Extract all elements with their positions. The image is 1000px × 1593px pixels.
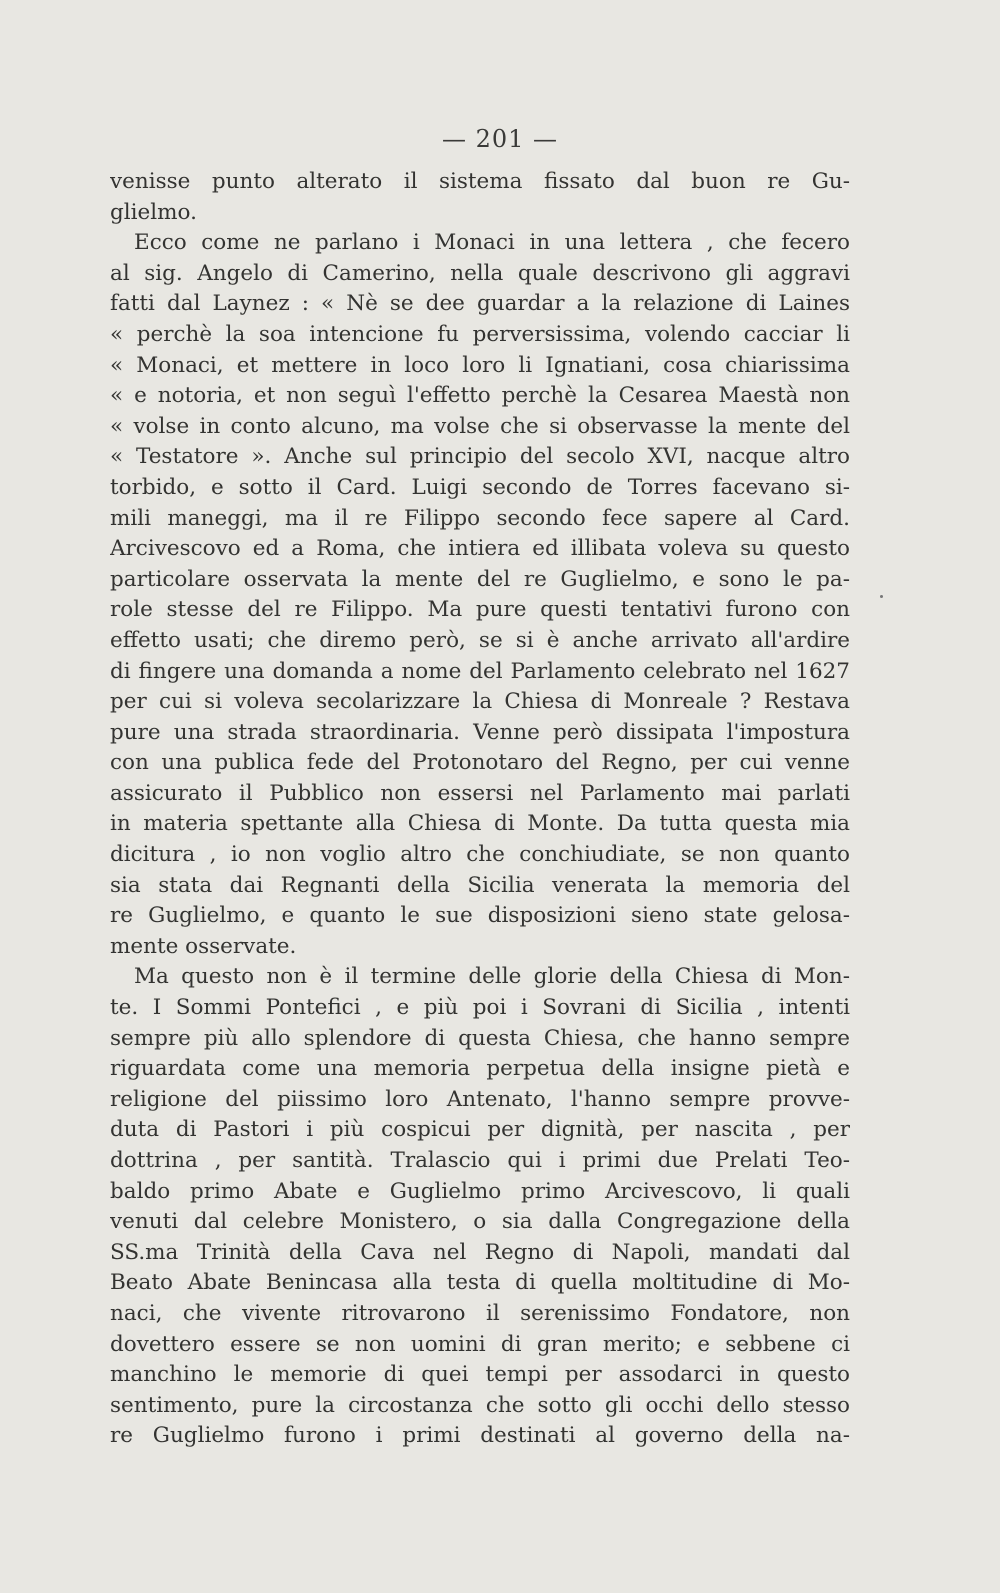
text-line: pure una strada straordinaria. Venne però dissipata l'impostura [110,719,850,745]
text-line: re Guglielmo furono i primi destinati al governo della na- [110,1423,850,1449]
text-line: effetto usati; che diremo però, se si è anche arrivato all'ardire [110,627,850,653]
text-line: « Monaci, et mettere in loco loro li Ignatiani, cosa chiarissima [110,352,850,378]
text-line: Arcivescovo ed a Roma, che intiera ed illibata voleva su questo [110,536,850,562]
text-line: in materia spettante alla Chiesa di Monte. Da tutta questa mia [110,811,850,837]
text-line: Beato Abate Benincasa alla testa di quella moltitudine di Mo- [110,1270,850,1296]
text-line: per cui si voleva secolarizzare la Chiesa di Monreale ? Restava [110,689,850,715]
text-line: Ma questo non è il termine delle glorie della Chiesa di Mon- [134,964,850,990]
text-line: religione del piissimo loro Antenato, l'hanno sempre provve- [110,1086,850,1112]
text-line: fatti dal Laynez : « Nè se dee guardar a la relazione di Laines [110,291,850,317]
text-line: dicitura , io non voglio altro che conchiudiate, se non quanto [110,842,850,868]
margin-speck [880,595,883,598]
text-line: torbido, e sotto il Card. Luigi secondo de Torres facevano si- [110,474,850,500]
text-line: venisse punto alterato il sistema fissato dal buon re Gu- [110,169,850,194]
text-line: Ecco come ne parlano i Monaci in una lettera , che fecero [134,230,850,256]
text-line: « volse in conto alcuno, ma volse che si observasse la mente del [110,413,850,439]
text-line: « e notoria, et non seguì l'effetto perchè la Cesarea Maestà non [110,383,850,409]
text-line: mili maneggi, ma il re Filippo secondo fece sapere al Card. [110,505,850,531]
text-line: « perchè la soa intencione fu perversissima, volendo cacciar li [110,321,850,347]
text-line: riguardata come una memoria perpetua della insigne pietà e [110,1056,850,1082]
text-line: manchino le memorie di quei tempi per assodarci in questo [110,1362,850,1388]
text-line: particolare osservata la mente del re Guglielmo, e sono le pa- [110,566,850,592]
text-line: te. I Sommi Pontefici , e più poi i Sovrani di Sicilia , intenti [110,995,850,1021]
text-line: sempre più allo splendore di questa Chiesa, che hanno sempre [110,1025,850,1051]
body-text [110,167,850,1452]
text-line: venuti dal celebre Monistero, o sia dalla Congregazione della [110,1209,850,1235]
text-line: « Testatore ». Anche sul principio del secolo XVI, nacque altro [110,444,850,470]
text-line: sentimento, pure la circostanza che sotto gli occhi dello stesso [110,1392,850,1418]
page-number: — 201 — [441,125,559,153]
text-line: mente osservate. [110,933,297,959]
text-line: baldo primo Abate e Guglielmo primo Arcivescovo, li quali [110,1178,850,1204]
text-line: con una publica fede del Protonotaro del Regno, per cui venne [110,750,850,776]
text-line: sia stata dai Regnanti della Sicilia venerata la memoria del [110,872,850,898]
text-line: dovettero essere se non uomini di gran merito; e sebbene ci [110,1331,850,1357]
text-line: role stesse del re Filippo. Ma pure questi tentativi furono con [110,597,850,623]
text-line: duta di Pastori i più cospicui per dignità, per nascita , per [110,1117,850,1143]
text-line: assicurato il Pubblico non essersi nel Parlamento mai parlati [110,780,850,806]
text-line: dottrina , per santità. Tralascio qui i primi due Prelati Teo- [110,1148,850,1173]
text-line: SS.ma Trinità della Cava nel Regno di Napoli, mandati dal [110,1239,850,1265]
text-line: di fingere una domanda a nome del Parlamento celebrato nel 1627 [110,658,850,684]
text-line: re Guglielmo, e quanto le sue disposizioni sieno state gelosa- [110,903,850,929]
text-line: naci, che vivente ritrovarono il serenissimo Fondatore, non [110,1300,850,1326]
text-line: al sig. Angelo di Camerino, nella quale descrivono gli aggravi [110,260,850,286]
text-line: glielmo. [110,199,197,225]
